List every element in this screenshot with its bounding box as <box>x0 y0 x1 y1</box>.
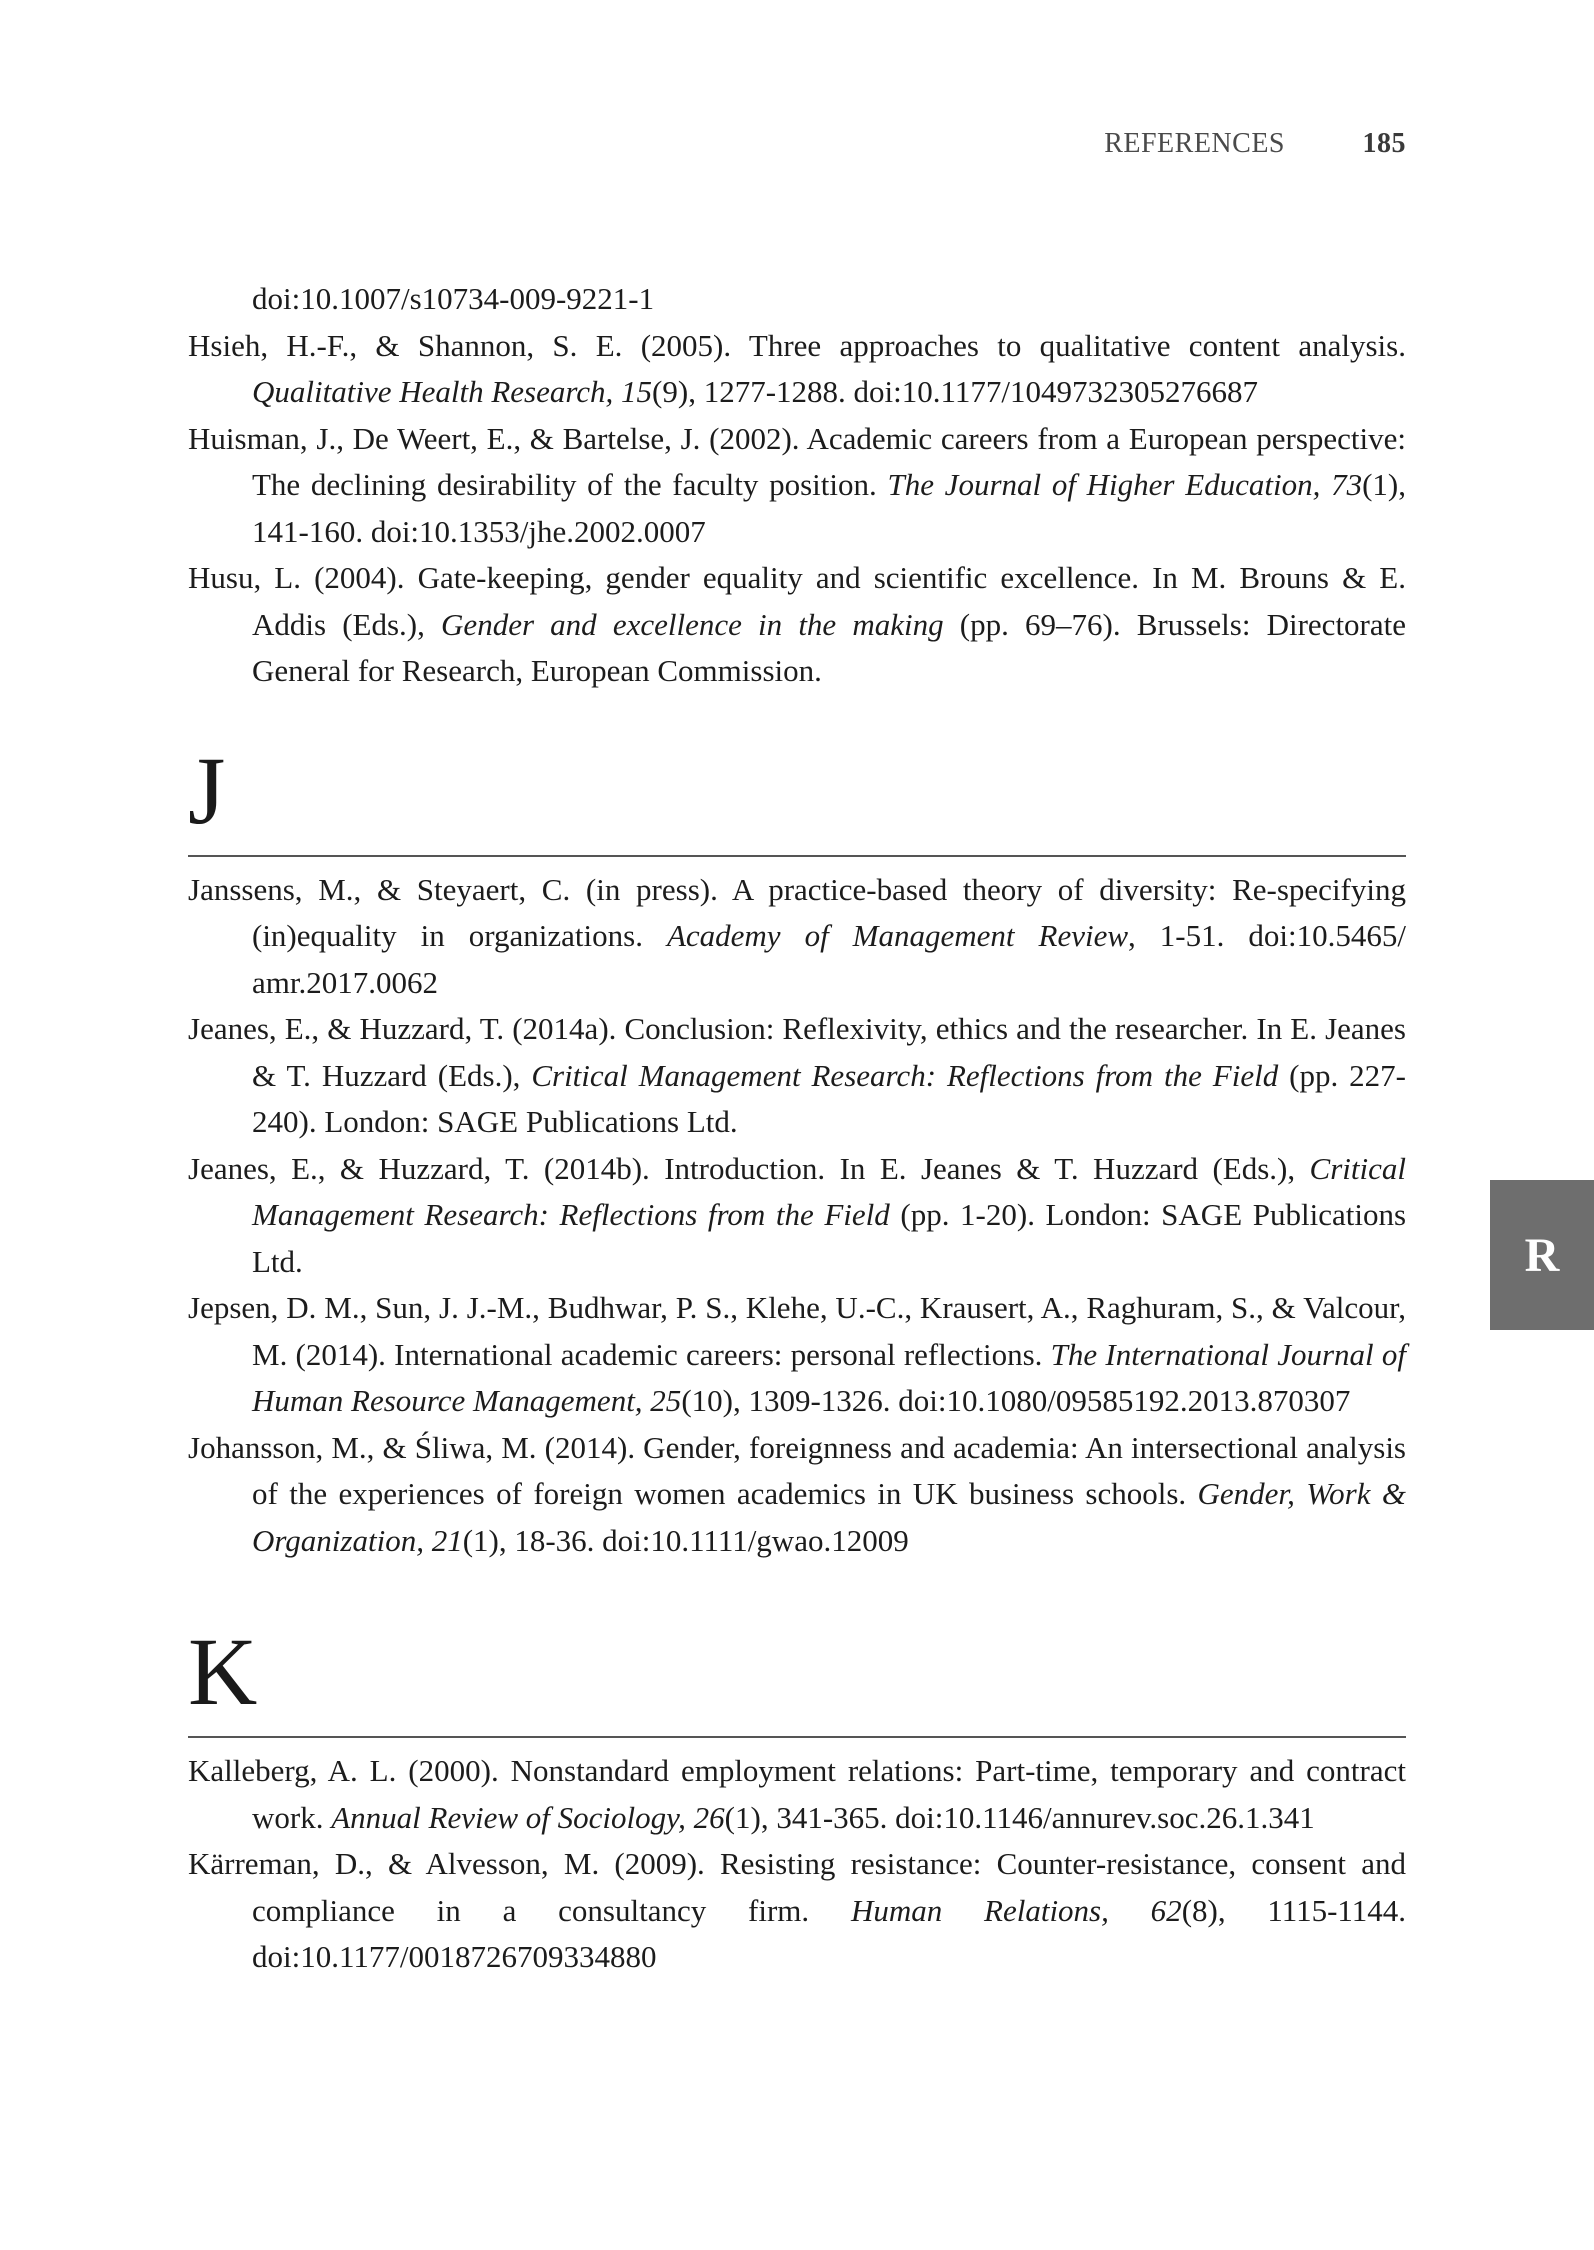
reference-entry: Hsieh, H.-F., & Shannon, S. E. (2005). Three approaches to qualitative content analysis. Qualitative Health Research, 15(9), 1277-1288. doi:10.1177/1049732305276687 <box>188 327 1406 409</box>
section-divider <box>188 855 1406 857</box>
section-letter-k: K <box>188 1618 258 1725</box>
running-header <box>1104 128 1406 160</box>
header-section-title: REFERENCES <box>1104 128 1285 159</box>
reference-entry: Janssens, M., & Steyaert, C. (in press). A practice-based theory of diversity: Re-specifying (in)equality in organizations. Academy of Management Review, 1-51. doi:10.5465/ amr.2017.0062 <box>188 871 1406 1000</box>
page-number: 185 <box>1362 128 1406 159</box>
reference-entry: Jepsen, D. M., Sun, J. J.-M., Budhwar, P. S., Klehe, U.-C., Krausert, A., Raghuram, S., & Valcour, M. (2014). International academic careers: personal reflections. The International Journal of Human Resource Management, 25(10), 1309-1326. doi:10.1080/09585192.2013.870307 <box>188 1290 1406 1418</box>
reference-entry: Johansson, M., & Śliwa, M. (2014). Gender, foreignness and academia: An intersectional analysis of the experiences of foreign women academics in UK business schools. Gender, Work & Organization, 21(1), 18-36. doi:10.1111/gwao.12009 <box>188 1429 1406 1558</box>
reference-entry: Huisman, J., De Weert, E., & Bartelse, J. (2002). Academic careers from a European perspective: The declining desirability of the faculty position. The Journal of Higher Education, 73(1), 141-160. doi:10.1353/jhe.2002.0007 <box>188 420 1407 549</box>
reference-entry: Jeanes, E., & Huzzard, T. (2014b). Introduction. In E. Jeanes & T. Huzzard (Eds.), Critical Management Research: Reflections from the Field (pp. 1-20). London: SAGE Publications Ltd. <box>188 1150 1407 1279</box>
section-letter-j: J <box>188 736 226 844</box>
section-thumb-tab: R <box>1490 1180 1594 1330</box>
references-list <box>188 276 1406 1981</box>
reference-entry: Kärreman, D., & Alvesson, M. (2009). Resisting resistance: Counter-resistance, consent and compliance in a consultancy firm. Human Relations, 62(8), 1115-1144. doi:10.1177/0018726709334880 <box>188 1846 1407 1974</box>
reference-continuation: doi:10.1007/s10734-009-9221-1 <box>252 281 655 316</box>
reference-entry: Jeanes, E., & Huzzard, T. (2014a). Conclusion: Reflexivity, ethics and the researcher. In E. Jeanes & T. Huzzard (Eds.), Critical Management Research: Reflections from the Field (pp. 227-240). London: SAGE Publications Ltd. <box>188 1011 1406 1139</box>
reference-entry: Husu, L. (2004). Gate-keeping, gender equality and scientific excellence. In M. Brouns & E. Addis (Eds.), Gender and excellence in the making (pp. 69–76). Brussels: Directorate General for Research, European Commission. <box>188 560 1407 688</box>
section-divider <box>188 1736 1406 1738</box>
reference-entry: Kalleberg, A. L. (2000). Nonstandard employment relations: Part-time, temporary and contract work. Annual Review of Sociology, 26(1), 341-365. doi:10.1146/annurev.soc.26.1.341 <box>188 1753 1406 1835</box>
